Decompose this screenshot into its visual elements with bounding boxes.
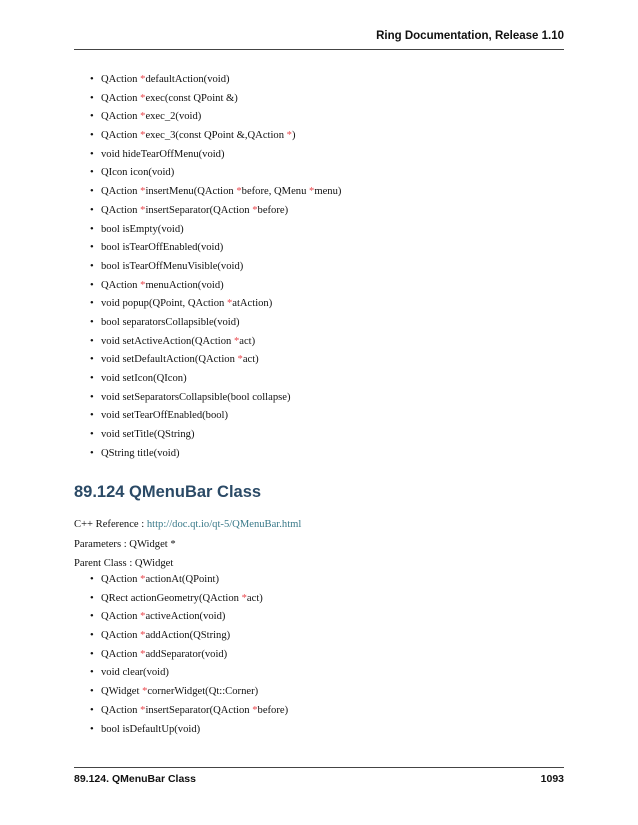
bullet: • — [90, 373, 94, 384]
pointer-star: * — [140, 92, 146, 104]
method-text: QAction — [101, 630, 141, 642]
pointer-star: * — [309, 186, 315, 198]
method-text: void setSeparatorsCollapsible(bool collapse) — [101, 391, 291, 403]
method-text: QAction — [101, 574, 141, 585]
method-item — [90, 183, 550, 202]
bullet: • — [90, 611, 94, 623]
method-item — [90, 571, 550, 590]
bullet: • — [90, 574, 94, 585]
method-text: act) — [239, 335, 256, 347]
method-text: QAction — [101, 648, 141, 660]
pointer-star: * — [142, 686, 148, 698]
pointer-star: * — [140, 648, 146, 660]
pointer-star: * — [286, 130, 292, 142]
method-text: before) — [257, 704, 289, 716]
method-item — [90, 721, 550, 740]
bullet: • — [90, 447, 94, 459]
pointer-star: * — [140, 111, 146, 123]
method-text: QAction — [101, 130, 141, 142]
method-text: addSeparator(void) — [145, 648, 228, 660]
method-text: before, QMenu — [241, 186, 310, 198]
bullet: • — [90, 130, 94, 142]
method-text: void setTearOffEnabled(bool) — [101, 410, 229, 422]
method-text: QAction — [101, 279, 141, 291]
pointer-star: * — [140, 204, 146, 216]
method-text: act) — [246, 592, 263, 604]
cpp-reference-label: C++ Reference : — [74, 519, 147, 530]
method-text: QAction — [101, 111, 141, 123]
method-text: exec_2(void) — [145, 111, 202, 123]
bullet: • — [90, 686, 94, 698]
bullet: • — [90, 242, 94, 254]
method-item — [90, 221, 550, 240]
method-item — [90, 239, 550, 258]
bullet: • — [90, 204, 94, 216]
pointer-star: * — [237, 354, 243, 366]
pointer-star: * — [140, 574, 146, 585]
pointer-star: * — [140, 186, 146, 198]
method-item — [90, 407, 550, 426]
method-text: bool isDefaultUp(void) — [101, 723, 201, 735]
cpp-reference-link[interactable]: http://doc.qt.io/qt-5/QMenuBar.html — [146, 519, 302, 530]
bullet: • — [90, 335, 94, 347]
pointer-star: * — [226, 298, 233, 310]
method-text: void popup(QPoint, QAction — [101, 298, 227, 310]
method-text: addAction(QString) — [145, 630, 231, 642]
method-text: bool isTearOffMenuVisible(void) — [101, 260, 244, 272]
menubar-method-list — [90, 571, 550, 739]
method-text: menuAction(void) — [145, 279, 224, 291]
method-text: QAction — [101, 92, 141, 104]
method-item — [90, 702, 550, 721]
method-text: insertMenu(QAction — [145, 186, 237, 198]
method-item — [90, 590, 550, 609]
cpp-reference — [74, 519, 301, 530]
method-text: QAction — [101, 704, 141, 716]
method-text: insertSeparator(QAction — [145, 204, 253, 216]
method-item — [90, 71, 550, 90]
method-item — [90, 608, 550, 627]
method-item — [90, 389, 550, 408]
method-text: actionAt(QPoint) — [145, 574, 219, 585]
bullet: • — [90, 74, 94, 85]
method-text: bool isEmpty(void) — [101, 223, 184, 235]
pointer-star: * — [236, 186, 242, 198]
method-text: QAction — [101, 186, 141, 198]
pointer-star: * — [241, 592, 247, 604]
bullet: • — [90, 648, 94, 660]
method-text: menu) — [314, 186, 342, 198]
method-item — [90, 683, 550, 702]
method-item — [90, 127, 550, 146]
method-text: void clear(void) — [101, 667, 169, 679]
menu-method-list — [90, 71, 550, 463]
method-item — [90, 627, 550, 646]
method-text: bool isTearOffEnabled(void) — [101, 242, 224, 254]
parameters: Parameters : QWidget * — [74, 539, 176, 550]
method-text: ) — [291, 130, 296, 142]
method-text: void hideTearOffMenu(void) — [101, 148, 225, 160]
method-item — [90, 426, 550, 445]
method-text: exec_3(const QPoint &,QAction — [145, 130, 287, 142]
bullet: • — [90, 723, 94, 735]
method-text: defaultAction(void) — [145, 74, 230, 85]
method-text: act) — [242, 354, 259, 366]
bullet: • — [90, 148, 94, 160]
method-text: QAction — [101, 204, 141, 216]
bullet: • — [90, 704, 94, 716]
bullet: • — [90, 316, 94, 328]
method-text: QAction — [101, 611, 141, 623]
bullet: • — [90, 429, 94, 441]
method-item — [90, 314, 550, 333]
method-text: void setDefaultAction(QAction — [101, 354, 238, 366]
pointer-star: * — [140, 704, 146, 716]
pointer-star: * — [140, 611, 146, 623]
bullet: • — [90, 223, 94, 235]
section-title: 89.124 QMenuBar Class — [74, 483, 262, 501]
method-text: bool separatorsCollapsible(void) — [101, 316, 240, 328]
pointer-star: * — [140, 279, 146, 291]
method-item — [90, 646, 550, 665]
page-number: 1093 — [540, 773, 564, 785]
method-item — [90, 108, 550, 127]
method-item — [90, 295, 550, 314]
method-text: QIcon icon(void) — [101, 167, 175, 179]
method-item — [90, 351, 550, 370]
pointer-star: * — [252, 704, 258, 716]
method-text: cornerWidget(Qt::Corner) — [147, 686, 259, 698]
pointer-star: * — [140, 130, 146, 142]
bullet: • — [90, 391, 94, 403]
bullet: • — [90, 354, 94, 366]
header-rule — [74, 49, 564, 50]
method-text: atAction) — [232, 298, 273, 310]
method-text: before) — [257, 204, 289, 216]
method-text: insertSeparator(QAction — [145, 704, 253, 716]
method-item — [90, 445, 550, 464]
method-text: QString title(void) — [101, 447, 180, 459]
pointer-star: * — [233, 335, 240, 347]
parent-class: Parent Class : QWidget — [74, 558, 174, 569]
bullet: • — [90, 111, 94, 123]
method-text: exec(const QPoint &) — [145, 92, 238, 104]
bullet: • — [90, 298, 94, 310]
method-item — [90, 90, 550, 109]
bullet: • — [90, 186, 94, 198]
bullet: • — [90, 279, 94, 291]
running-header: Ring Documentation, Release 1.10 — [376, 30, 564, 42]
bullet: • — [90, 592, 94, 604]
pointer-star: * — [140, 74, 146, 85]
bullet: • — [90, 167, 94, 179]
method-text: QWidget — [101, 686, 143, 698]
bullet: • — [90, 92, 94, 104]
bullet: • — [90, 410, 94, 422]
method-text: activeAction(void) — [145, 611, 226, 623]
pointer-star: * — [140, 630, 146, 642]
method-text: void setActiveAction(QAction — [101, 335, 234, 347]
method-item — [90, 370, 550, 389]
pointer-star: * — [252, 204, 258, 216]
method-item — [90, 277, 550, 296]
method-text: QRect actionGeometry(QAction — [101, 592, 242, 604]
bullet: • — [90, 667, 94, 679]
method-text: QAction — [101, 74, 141, 85]
method-item — [90, 258, 550, 277]
method-item — [90, 164, 550, 183]
method-text: void setTitle(QString) — [101, 429, 195, 441]
method-item — [90, 202, 550, 221]
method-item — [90, 146, 550, 165]
method-item — [90, 333, 550, 352]
method-item — [90, 664, 550, 683]
bullet: • — [90, 630, 94, 642]
method-text: void setIcon(QIcon) — [101, 373, 187, 384]
bullet: • — [90, 260, 94, 272]
footer-rule — [74, 767, 564, 768]
footer-section: 89.124. QMenuBar Class — [74, 773, 196, 785]
